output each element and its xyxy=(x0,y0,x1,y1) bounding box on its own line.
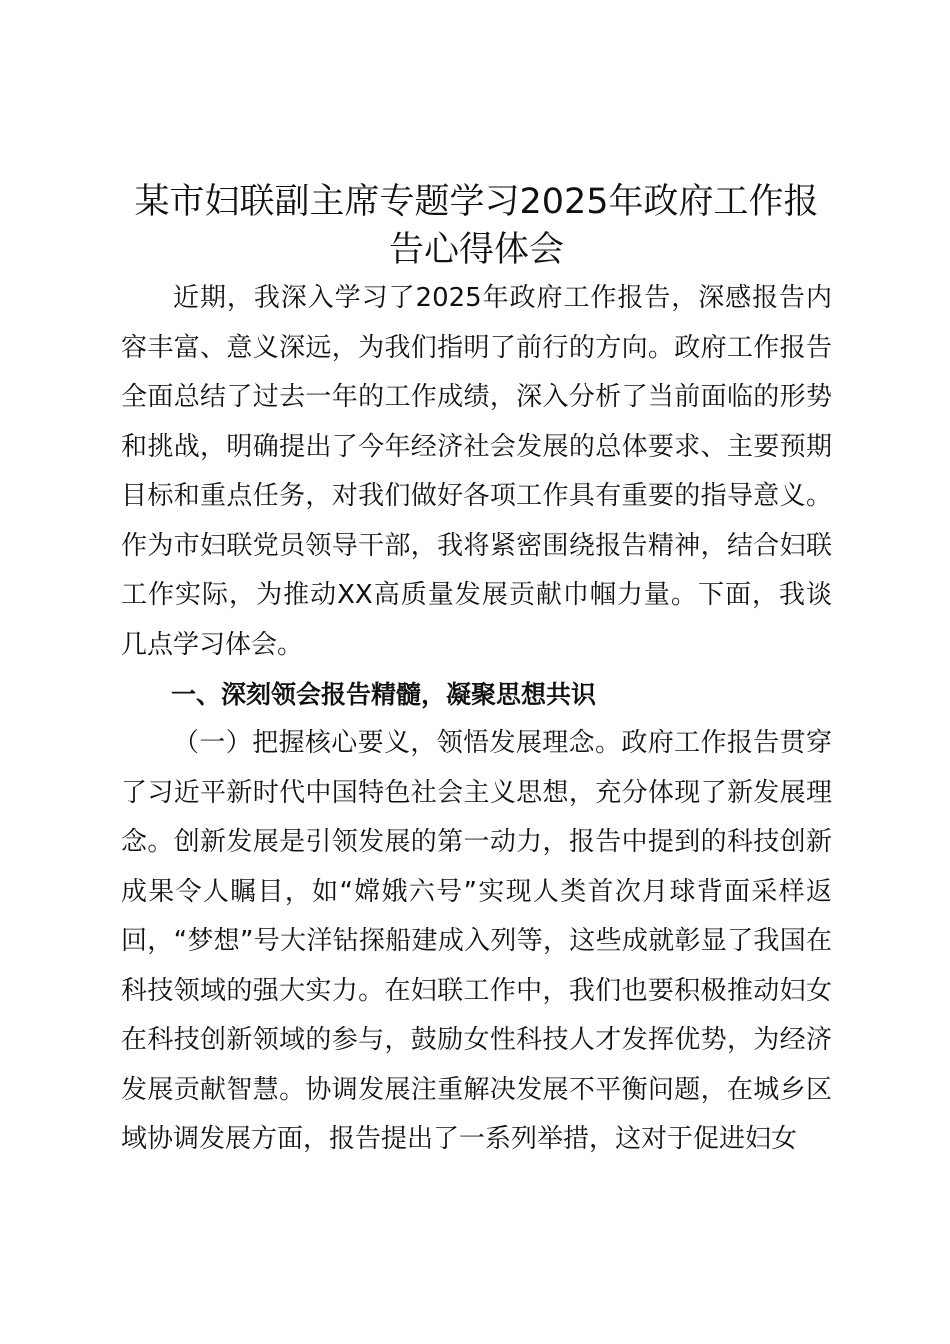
intro-paragraph: 近期，我深入学习了2025年政府工作报告，深感报告内容丰富、意义深远，为我们指明了前行的方向。政府工作报告全面总结了过去一年的工作成绩，深入分析了当前面临的形势和挑战，明确提出了今年经济社会发展的总体要求、主要预期目标和重点任务，对我们做好各项工作具有重要的指导意义。作为市妇联党员领导干部，我将紧密围绕报告精神，结合妇联工作实际，为推动XX高质量发展贡献巾帼力量。下面，我谈几点学习体会。 xyxy=(121,283,832,660)
document-body xyxy=(121,274,832,1165)
document-title: 某市妇联副主席专题学习2025年政府工作报告心得体会 xyxy=(134,182,819,270)
section-heading: 一、深刻领会报告精髓，凝聚思想共识 xyxy=(171,680,597,709)
subsection-paragraph: （一）把握核心要义，领悟发展理念。政府工作报告贯穿了习近平新时代中国特色社会主义思想，充分体现了新发展理念。创新发展是引领发展的第一动力，报告中提到的科技创新成果令人瞩目，如“嫦娥六号”实现人类首次月球背面采样返回，“梦想”号大洋钻探船建成入列等，这些成就彰显了我国在科技领域的强大实力。在妇联工作中，我们也要积极推动妇女在科技创新领域的参与，鼓励女性科技人才发挥优势，为经济发展贡献智慧。协调发展注重解决发展不平衡问题，在城乡区域协调发展方面，报告提出了一系列举措，这对于促进妇女 xyxy=(121,728,832,1154)
